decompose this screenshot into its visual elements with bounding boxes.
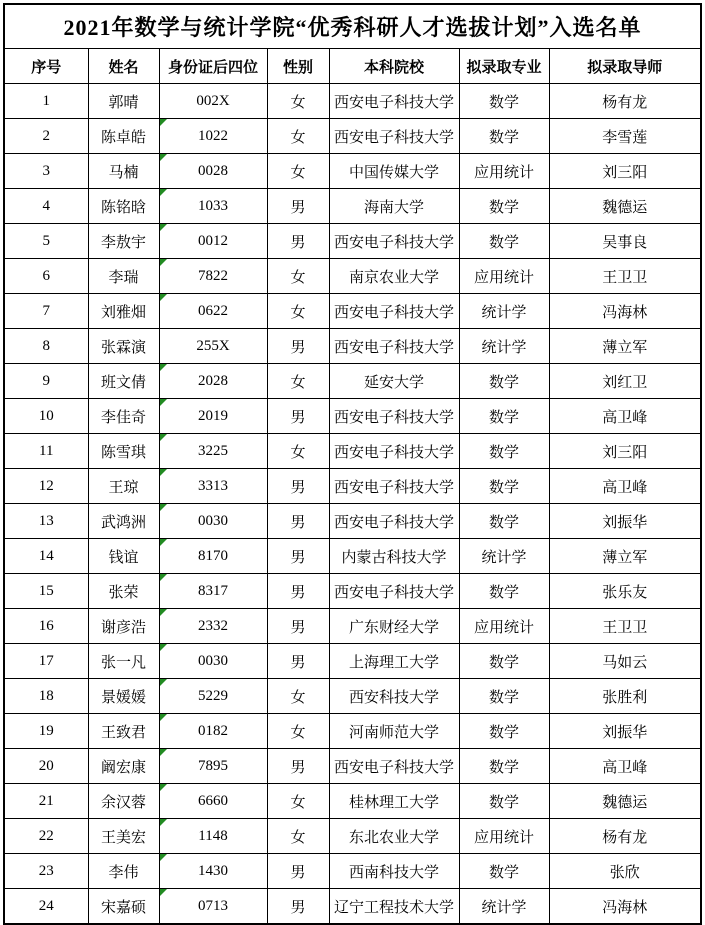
cell-college: 西安电子科技大学 (329, 84, 459, 119)
table-row (4, 154, 701, 189)
cell-advisor: 魏德运 (549, 189, 701, 224)
table-row (4, 434, 701, 469)
cell-college: 西安电子科技大学 (329, 119, 459, 154)
table-row (4, 819, 701, 854)
col-header-college: 本科院校 (329, 49, 459, 84)
cell-gender: 男 (267, 609, 329, 644)
number-as-text-marker-icon (160, 294, 167, 301)
cell-no: 21 (4, 784, 88, 819)
cell-no: 24 (4, 889, 88, 925)
cell-college: 东北农业大学 (329, 819, 459, 854)
number-as-text-marker-icon (160, 539, 167, 546)
cell-no: 22 (4, 819, 88, 854)
cell-advisor: 张欣 (549, 854, 701, 889)
cell-advisor: 冯海林 (549, 294, 701, 329)
cell-advisor: 王卫卫 (549, 259, 701, 294)
cell-advisor: 王卫卫 (549, 609, 701, 644)
cell-id4: 255X (159, 329, 267, 364)
cell-gender: 女 (267, 364, 329, 399)
table-row (4, 294, 701, 329)
cell-college: 上海理工大学 (329, 644, 459, 679)
cell-no: 10 (4, 399, 88, 434)
cell-no: 6 (4, 259, 88, 294)
cell-major: 数学 (459, 189, 549, 224)
roster-sheet (3, 3, 702, 925)
cell-advisor: 高卫峰 (549, 399, 701, 434)
cell-name: 张一凡 (88, 644, 159, 679)
cell-id4: 0028 (159, 154, 267, 189)
cell-id4: 2332 (159, 609, 267, 644)
cell-name: 张荣 (88, 574, 159, 609)
cell-major: 数学 (459, 574, 549, 609)
cell-id4: 8317 (159, 574, 267, 609)
cell-gender: 男 (267, 224, 329, 259)
cell-no: 20 (4, 749, 88, 784)
cell-advisor: 刘振华 (549, 504, 701, 539)
cell-id4: 1148 (159, 819, 267, 854)
cell-gender: 男 (267, 889, 329, 925)
cell-college: 西安电子科技大学 (329, 504, 459, 539)
number-as-text-marker-icon (160, 714, 167, 721)
cell-no: 19 (4, 714, 88, 749)
cell-major: 数学 (459, 224, 549, 259)
cell-id4: 0182 (159, 714, 267, 749)
cell-no: 23 (4, 854, 88, 889)
col-header-gender: 性别 (267, 49, 329, 84)
cell-id4: 2028 (159, 364, 267, 399)
cell-gender: 女 (267, 259, 329, 294)
table-row (4, 259, 701, 294)
cell-no: 4 (4, 189, 88, 224)
cell-id4: 0622 (159, 294, 267, 329)
cell-advisor: 张乐友 (549, 574, 701, 609)
cell-gender: 男 (267, 749, 329, 784)
table-row (4, 854, 701, 889)
cell-college: 西安电子科技大学 (329, 469, 459, 504)
cell-no: 17 (4, 644, 88, 679)
number-as-text-marker-icon (160, 679, 167, 686)
table-row (4, 784, 701, 819)
header-row (4, 49, 701, 84)
table-row (4, 889, 701, 925)
cell-id4: 0012 (159, 224, 267, 259)
cell-advisor: 高卫峰 (549, 469, 701, 504)
cell-no: 15 (4, 574, 88, 609)
cell-college: 西安电子科技大学 (329, 434, 459, 469)
cell-name: 陈雪琪 (88, 434, 159, 469)
cell-name: 郭晴 (88, 84, 159, 119)
cell-gender: 男 (267, 329, 329, 364)
cell-college: 西安电子科技大学 (329, 294, 459, 329)
cell-gender: 女 (267, 434, 329, 469)
cell-advisor: 马如云 (549, 644, 701, 679)
cell-no: 13 (4, 504, 88, 539)
table-row (4, 329, 701, 364)
cell-name: 刘雅畑 (88, 294, 159, 329)
col-header-name: 姓名 (88, 49, 159, 84)
cell-id4: 002X (159, 84, 267, 119)
cell-id4: 7822 (159, 259, 267, 294)
cell-college: 南京农业大学 (329, 259, 459, 294)
cell-name: 钱谊 (88, 539, 159, 574)
cell-id4: 1430 (159, 854, 267, 889)
cell-college: 辽宁工程技术大学 (329, 889, 459, 925)
cell-college: 西安电子科技大学 (329, 574, 459, 609)
table-row (4, 224, 701, 259)
number-as-text-marker-icon (160, 224, 167, 231)
cell-gender: 男 (267, 399, 329, 434)
col-header-id4: 身份证后四位 (159, 49, 267, 84)
table-row (4, 364, 701, 399)
table-row (4, 574, 701, 609)
cell-major: 应用统计 (459, 259, 549, 294)
cell-college: 西安电子科技大学 (329, 329, 459, 364)
cell-gender: 男 (267, 854, 329, 889)
cell-gender: 女 (267, 154, 329, 189)
cell-id4: 5229 (159, 679, 267, 714)
table-row (4, 749, 701, 784)
cell-name: 班文倩 (88, 364, 159, 399)
cell-major: 应用统计 (459, 819, 549, 854)
cell-major: 统计学 (459, 889, 549, 925)
cell-major: 数学 (459, 504, 549, 539)
table-row (4, 714, 701, 749)
cell-gender: 男 (267, 469, 329, 504)
cell-college: 西安电子科技大学 (329, 224, 459, 259)
number-as-text-marker-icon (160, 189, 167, 196)
cell-major: 数学 (459, 854, 549, 889)
table-body (4, 84, 701, 925)
cell-college: 内蒙古科技大学 (329, 539, 459, 574)
cell-id4: 6660 (159, 784, 267, 819)
cell-advisor: 高卫峰 (549, 749, 701, 784)
cell-id4: 0030 (159, 504, 267, 539)
cell-major: 数学 (459, 84, 549, 119)
number-as-text-marker-icon (160, 819, 167, 826)
cell-major: 统计学 (459, 329, 549, 364)
cell-id4: 1022 (159, 119, 267, 154)
table-row (4, 469, 701, 504)
page-title: 2021年数学与统计学院“优秀科研人才选拔计划”入选名单 (4, 4, 701, 49)
number-as-text-marker-icon (160, 644, 167, 651)
cell-gender: 女 (267, 119, 329, 154)
cell-gender: 男 (267, 189, 329, 224)
number-as-text-marker-icon (160, 609, 167, 616)
cell-id4: 7895 (159, 749, 267, 784)
col-header-no: 序号 (4, 49, 88, 84)
cell-id4: 3225 (159, 434, 267, 469)
cell-no: 1 (4, 84, 88, 119)
cell-name: 张霖演 (88, 329, 159, 364)
cell-gender: 女 (267, 784, 329, 819)
cell-id4: 3313 (159, 469, 267, 504)
cell-advisor: 刘三阳 (549, 154, 701, 189)
cell-no: 2 (4, 119, 88, 154)
cell-no: 18 (4, 679, 88, 714)
cell-major: 数学 (459, 364, 549, 399)
number-as-text-marker-icon (160, 574, 167, 581)
cell-gender: 女 (267, 679, 329, 714)
cell-major: 数学 (459, 679, 549, 714)
cell-gender: 男 (267, 574, 329, 609)
col-header-major: 拟录取专业 (459, 49, 549, 84)
cell-advisor: 刘红卫 (549, 364, 701, 399)
cell-advisor: 薄立军 (549, 539, 701, 574)
number-as-text-marker-icon (160, 469, 167, 476)
admission-roster-table (3, 3, 702, 925)
cell-id4: 1033 (159, 189, 267, 224)
cell-college: 西安科技大学 (329, 679, 459, 714)
cell-advisor: 张胜利 (549, 679, 701, 714)
number-as-text-marker-icon (160, 434, 167, 441)
cell-id4: 0030 (159, 644, 267, 679)
cell-college: 广东财经大学 (329, 609, 459, 644)
cell-gender: 男 (267, 504, 329, 539)
cell-no: 11 (4, 434, 88, 469)
cell-name: 谢彦浩 (88, 609, 159, 644)
cell-major: 数学 (459, 119, 549, 154)
cell-no: 16 (4, 609, 88, 644)
cell-name: 马楠 (88, 154, 159, 189)
table-row (4, 539, 701, 574)
number-as-text-marker-icon (160, 504, 167, 511)
cell-advisor: 杨有龙 (549, 819, 701, 854)
cell-college: 河南师范大学 (329, 714, 459, 749)
cell-name: 陈铭晗 (88, 189, 159, 224)
cell-major: 数学 (459, 434, 549, 469)
cell-gender: 女 (267, 84, 329, 119)
cell-college: 延安大学 (329, 364, 459, 399)
number-as-text-marker-icon (160, 854, 167, 861)
cell-name: 王琼 (88, 469, 159, 504)
cell-id4: 2019 (159, 399, 267, 434)
cell-major: 统计学 (459, 294, 549, 329)
number-as-text-marker-icon (160, 784, 167, 791)
table-row (4, 504, 701, 539)
number-as-text-marker-icon (160, 154, 167, 161)
cell-gender: 男 (267, 644, 329, 679)
number-as-text-marker-icon (160, 364, 167, 371)
col-header-advisor: 拟录取导师 (549, 49, 701, 84)
cell-no: 5 (4, 224, 88, 259)
table-row (4, 644, 701, 679)
cell-name: 余汉蓉 (88, 784, 159, 819)
cell-no: 12 (4, 469, 88, 504)
table-row (4, 119, 701, 154)
cell-name: 李伟 (88, 854, 159, 889)
table-row (4, 189, 701, 224)
cell-no: 14 (4, 539, 88, 574)
cell-name: 宋嘉硕 (88, 889, 159, 925)
cell-name: 阚宏康 (88, 749, 159, 784)
cell-no: 7 (4, 294, 88, 329)
table-row (4, 609, 701, 644)
cell-gender: 男 (267, 539, 329, 574)
cell-college: 西安电子科技大学 (329, 749, 459, 784)
cell-name: 武鸿洲 (88, 504, 159, 539)
cell-major: 应用统计 (459, 154, 549, 189)
cell-name: 王美宏 (88, 819, 159, 854)
cell-major: 数学 (459, 399, 549, 434)
title-row (4, 4, 701, 49)
table-row (4, 399, 701, 434)
cell-major: 应用统计 (459, 609, 549, 644)
cell-major: 数学 (459, 644, 549, 679)
cell-major: 数学 (459, 714, 549, 749)
cell-gender: 女 (267, 714, 329, 749)
cell-advisor: 刘三阳 (549, 434, 701, 469)
cell-major: 统计学 (459, 539, 549, 574)
number-as-text-marker-icon (160, 749, 167, 756)
cell-no: 8 (4, 329, 88, 364)
cell-advisor: 魏德运 (549, 784, 701, 819)
cell-college: 中国传媒大学 (329, 154, 459, 189)
cell-name: 王致君 (88, 714, 159, 749)
cell-major: 数学 (459, 784, 549, 819)
cell-advisor: 薄立军 (549, 329, 701, 364)
cell-name: 李瑞 (88, 259, 159, 294)
cell-name: 李佳奇 (88, 399, 159, 434)
cell-no: 9 (4, 364, 88, 399)
cell-name: 陈卓皓 (88, 119, 159, 154)
cell-id4: 0713 (159, 889, 267, 925)
cell-major: 数学 (459, 469, 549, 504)
cell-advisor: 刘振华 (549, 714, 701, 749)
cell-gender: 女 (267, 819, 329, 854)
cell-advisor: 杨有龙 (549, 84, 701, 119)
cell-college: 西安电子科技大学 (329, 399, 459, 434)
cell-no: 3 (4, 154, 88, 189)
table-row (4, 84, 701, 119)
cell-major: 数学 (459, 749, 549, 784)
number-as-text-marker-icon (160, 119, 167, 126)
cell-id4: 8170 (159, 539, 267, 574)
cell-college: 西南科技大学 (329, 854, 459, 889)
cell-name: 李敖宇 (88, 224, 159, 259)
cell-advisor: 冯海林 (549, 889, 701, 925)
cell-name: 景媛媛 (88, 679, 159, 714)
cell-college: 桂林理工大学 (329, 784, 459, 819)
number-as-text-marker-icon (160, 889, 167, 896)
cell-gender: 女 (267, 294, 329, 329)
table-row (4, 679, 701, 714)
cell-advisor: 李雪莲 (549, 119, 701, 154)
cell-advisor: 吴事良 (549, 224, 701, 259)
number-as-text-marker-icon (160, 399, 167, 406)
cell-college: 海南大学 (329, 189, 459, 224)
number-as-text-marker-icon (160, 259, 167, 266)
